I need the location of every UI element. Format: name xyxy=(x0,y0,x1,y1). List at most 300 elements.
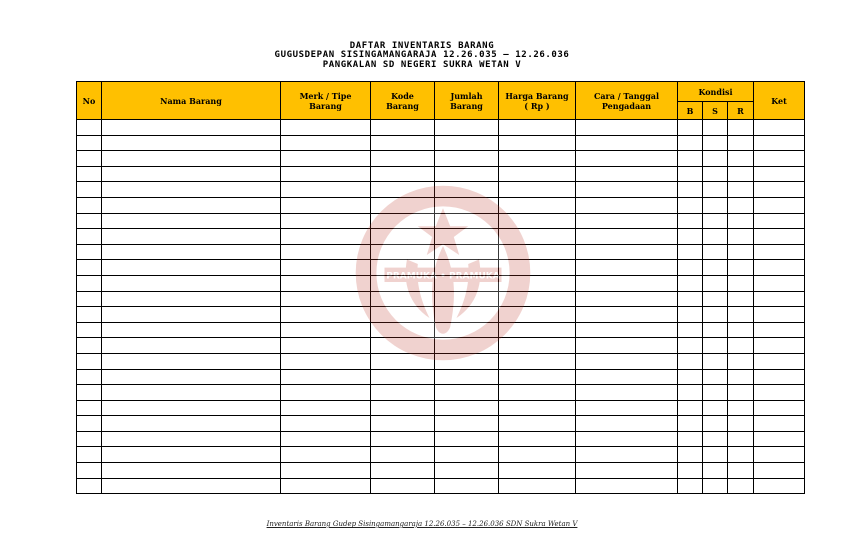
table-cell[interactable] xyxy=(371,353,435,369)
header-kondisi-b: B xyxy=(678,102,703,120)
table-cell[interactable] xyxy=(435,463,499,479)
table-row xyxy=(77,197,805,213)
table-cell[interactable] xyxy=(281,416,371,432)
table-cell[interactable] xyxy=(703,385,728,401)
table-cell[interactable] xyxy=(678,229,703,245)
table-cell[interactable] xyxy=(77,322,102,338)
table-cell[interactable] xyxy=(435,385,499,401)
table-cell[interactable] xyxy=(576,151,678,167)
header-merk-tipe: Merk / Tipe Barang xyxy=(281,82,371,120)
header-ket: Ket xyxy=(754,82,805,120)
table-cell[interactable] xyxy=(77,400,102,416)
table-cell[interactable] xyxy=(754,275,805,291)
table-cell[interactable] xyxy=(728,416,754,432)
table-cell[interactable] xyxy=(77,478,102,494)
table-cell[interactable] xyxy=(371,151,435,167)
table-row xyxy=(77,182,805,198)
table-cell[interactable] xyxy=(371,166,435,182)
table-cell[interactable] xyxy=(371,416,435,432)
table-cell[interactable] xyxy=(499,385,576,401)
table-cell[interactable] xyxy=(576,369,678,385)
table-cell[interactable] xyxy=(728,120,754,136)
table-cell[interactable] xyxy=(281,353,371,369)
table-cell[interactable] xyxy=(678,151,703,167)
table-cell[interactable] xyxy=(728,322,754,338)
table-cell[interactable] xyxy=(499,291,576,307)
table-cell[interactable] xyxy=(499,275,576,291)
table-cell[interactable] xyxy=(576,385,678,401)
table-cell[interactable] xyxy=(576,463,678,479)
table-cell[interactable] xyxy=(703,369,728,385)
table-cell[interactable] xyxy=(754,120,805,136)
table-cell[interactable] xyxy=(576,307,678,323)
table-cell[interactable] xyxy=(77,385,102,401)
table-cell[interactable] xyxy=(281,338,371,354)
table-cell[interactable] xyxy=(77,291,102,307)
table-cell[interactable] xyxy=(678,291,703,307)
table-cell[interactable] xyxy=(281,322,371,338)
table-cell[interactable] xyxy=(281,260,371,276)
header-no: No xyxy=(77,82,102,120)
table-cell[interactable] xyxy=(281,447,371,463)
table-cell[interactable] xyxy=(754,338,805,354)
header-harga-barang: Harga Barang ( Rp ) xyxy=(499,82,576,120)
table-cell[interactable] xyxy=(499,338,576,354)
table-cell[interactable] xyxy=(102,431,281,447)
table-cell[interactable] xyxy=(499,307,576,323)
table-cell[interactable] xyxy=(576,353,678,369)
table-cell[interactable] xyxy=(728,353,754,369)
table-cell[interactable] xyxy=(754,197,805,213)
table-cell[interactable] xyxy=(77,166,102,182)
table-row xyxy=(77,307,805,323)
table-cell[interactable] xyxy=(678,416,703,432)
table-cell[interactable] xyxy=(499,463,576,479)
table-cell[interactable] xyxy=(435,416,499,432)
header-kondisi: Kondisi xyxy=(678,82,754,102)
table-cell[interactable] xyxy=(754,135,805,151)
table-cell[interactable] xyxy=(576,135,678,151)
table-cell[interactable] xyxy=(77,135,102,151)
table-cell[interactable] xyxy=(281,244,371,260)
table-cell[interactable] xyxy=(678,478,703,494)
table-cell[interactable] xyxy=(102,197,281,213)
table-cell[interactable] xyxy=(576,431,678,447)
table-row xyxy=(77,478,805,494)
table-cell[interactable] xyxy=(703,213,728,229)
table-cell[interactable] xyxy=(435,213,499,229)
table-cell[interactable] xyxy=(435,353,499,369)
table-cell[interactable] xyxy=(728,151,754,167)
table-cell[interactable] xyxy=(77,463,102,479)
table-cell[interactable] xyxy=(754,260,805,276)
table-cell[interactable] xyxy=(371,431,435,447)
table-cell[interactable] xyxy=(77,213,102,229)
table-cell[interactable] xyxy=(499,260,576,276)
table-cell[interactable] xyxy=(703,447,728,463)
table-cell[interactable] xyxy=(728,291,754,307)
table-row xyxy=(77,166,805,182)
table-cell[interactable] xyxy=(678,213,703,229)
table-cell[interactable] xyxy=(281,166,371,182)
table-cell[interactable] xyxy=(371,322,435,338)
table-cell[interactable] xyxy=(754,229,805,245)
table-cell[interactable] xyxy=(499,197,576,213)
table-cell[interactable] xyxy=(728,197,754,213)
table-cell[interactable] xyxy=(754,385,805,401)
table-cell[interactable] xyxy=(576,400,678,416)
table-cell[interactable] xyxy=(281,307,371,323)
inventory-table xyxy=(76,81,805,494)
table-cell[interactable] xyxy=(281,120,371,136)
table-cell[interactable] xyxy=(102,322,281,338)
table-cell[interactable] xyxy=(576,120,678,136)
table-cell[interactable] xyxy=(499,213,576,229)
table-cell[interactable] xyxy=(728,463,754,479)
table-cell[interactable] xyxy=(728,275,754,291)
table-cell[interactable] xyxy=(703,260,728,276)
table-cell[interactable] xyxy=(576,322,678,338)
table-cell[interactable] xyxy=(435,431,499,447)
table-cell[interactable] xyxy=(754,478,805,494)
table-cell[interactable] xyxy=(371,229,435,245)
table-row xyxy=(77,385,805,401)
table-cell[interactable] xyxy=(754,307,805,323)
table-cell[interactable] xyxy=(371,478,435,494)
table-cell[interactable] xyxy=(371,307,435,323)
table-row xyxy=(77,416,805,432)
table-cell[interactable] xyxy=(576,478,678,494)
table-cell[interactable] xyxy=(703,135,728,151)
footer-note: Inventaris Barang Gudep Sisingamangaraja 12.26.035 – 12.26.036 SDN Sukra Wetan V xyxy=(266,520,578,528)
table-cell[interactable] xyxy=(754,447,805,463)
table-cell[interactable] xyxy=(435,197,499,213)
table-cell[interactable] xyxy=(678,244,703,260)
table-row xyxy=(77,322,805,338)
table-cell[interactable] xyxy=(678,463,703,479)
table-cell[interactable] xyxy=(281,369,371,385)
table-cell[interactable] xyxy=(102,260,281,276)
table-body xyxy=(77,120,805,494)
table-cell[interactable] xyxy=(499,431,576,447)
table-cell[interactable] xyxy=(77,244,102,260)
table-row xyxy=(77,120,805,136)
table-cell[interactable] xyxy=(499,182,576,198)
table-row xyxy=(77,244,805,260)
table-cell[interactable] xyxy=(703,166,728,182)
table-cell[interactable] xyxy=(281,197,371,213)
table-cell[interactable] xyxy=(728,244,754,260)
table-cell[interactable] xyxy=(499,244,576,260)
table-cell[interactable] xyxy=(281,213,371,229)
table-cell[interactable] xyxy=(754,151,805,167)
table-cell[interactable] xyxy=(77,369,102,385)
table-cell[interactable] xyxy=(728,431,754,447)
table-cell[interactable] xyxy=(678,197,703,213)
table-cell[interactable] xyxy=(371,369,435,385)
table-cell[interactable] xyxy=(281,151,371,167)
table-cell[interactable] xyxy=(703,416,728,432)
table-cell[interactable] xyxy=(435,291,499,307)
table-cell[interactable] xyxy=(102,353,281,369)
table-cell[interactable] xyxy=(77,197,102,213)
table-cell[interactable] xyxy=(371,213,435,229)
table-row xyxy=(77,369,805,385)
table-cell[interactable] xyxy=(102,338,281,354)
table-cell[interactable] xyxy=(499,135,576,151)
table-cell[interactable] xyxy=(678,353,703,369)
table-cell[interactable] xyxy=(703,120,728,136)
table-cell[interactable] xyxy=(371,385,435,401)
table-cell[interactable] xyxy=(281,291,371,307)
table-cell[interactable] xyxy=(703,182,728,198)
table-cell[interactable] xyxy=(703,291,728,307)
table-cell[interactable] xyxy=(371,182,435,198)
table-cell[interactable] xyxy=(703,400,728,416)
table-cell[interactable] xyxy=(77,353,102,369)
table-cell[interactable] xyxy=(435,135,499,151)
table-cell[interactable] xyxy=(678,135,703,151)
table-cell[interactable] xyxy=(703,197,728,213)
table-cell[interactable] xyxy=(576,416,678,432)
table-cell[interactable] xyxy=(77,431,102,447)
table-cell[interactable] xyxy=(499,447,576,463)
table-cell[interactable] xyxy=(703,431,728,447)
table-cell[interactable] xyxy=(499,322,576,338)
header-kondisi-r: R xyxy=(728,102,754,120)
table-cell[interactable] xyxy=(754,463,805,479)
table-cell[interactable] xyxy=(77,447,102,463)
table-cell[interactable] xyxy=(281,229,371,245)
table-cell[interactable] xyxy=(102,135,281,151)
table-cell[interactable] xyxy=(371,135,435,151)
table-cell[interactable] xyxy=(435,151,499,167)
table-cell[interactable] xyxy=(102,244,281,260)
table-cell[interactable] xyxy=(499,229,576,245)
table-cell[interactable] xyxy=(77,182,102,198)
table-cell[interactable] xyxy=(102,166,281,182)
table-cell[interactable] xyxy=(754,431,805,447)
table-cell[interactable] xyxy=(102,213,281,229)
table-cell[interactable] xyxy=(281,182,371,198)
table-cell[interactable] xyxy=(703,307,728,323)
table-cell[interactable] xyxy=(435,307,499,323)
table-cell[interactable] xyxy=(678,369,703,385)
header-cara-tanggal: Cara / Tanggal Pengadaan xyxy=(576,82,678,120)
table-cell[interactable] xyxy=(371,275,435,291)
table-cell[interactable] xyxy=(499,478,576,494)
table-cell[interactable] xyxy=(576,213,678,229)
table-cell[interactable] xyxy=(678,431,703,447)
table-cell[interactable] xyxy=(435,478,499,494)
table-cell[interactable] xyxy=(77,416,102,432)
table-cell[interactable] xyxy=(102,229,281,245)
table-cell[interactable] xyxy=(435,166,499,182)
table-cell[interactable] xyxy=(102,120,281,136)
table-cell[interactable] xyxy=(281,385,371,401)
table-cell[interactable] xyxy=(371,197,435,213)
title-line-3: PANGKALAN SD NEGERI SUKRA WETAN V xyxy=(322,60,522,70)
table-cell[interactable] xyxy=(754,213,805,229)
table-cell[interactable] xyxy=(435,244,499,260)
table-cell[interactable] xyxy=(499,416,576,432)
table-cell[interactable] xyxy=(754,353,805,369)
table-cell[interactable] xyxy=(703,478,728,494)
header-jumlah-barang: Jumlah Barang xyxy=(435,82,499,120)
table-cell[interactable] xyxy=(371,400,435,416)
table-cell[interactable] xyxy=(102,151,281,167)
table-cell[interactable] xyxy=(371,463,435,479)
table-cell[interactable] xyxy=(728,400,754,416)
table-cell[interactable] xyxy=(678,260,703,276)
table-cell[interactable] xyxy=(576,229,678,245)
table-cell[interactable] xyxy=(499,369,576,385)
table-cell[interactable] xyxy=(102,291,281,307)
table-cell[interactable] xyxy=(678,322,703,338)
table-cell[interactable] xyxy=(728,369,754,385)
table-cell[interactable] xyxy=(435,369,499,385)
table-cell[interactable] xyxy=(102,463,281,479)
table-row xyxy=(77,260,805,276)
header-kode-barang: Kode Barang xyxy=(371,82,435,120)
table-cell[interactable] xyxy=(77,307,102,323)
table-cell[interactable] xyxy=(576,182,678,198)
header-kondisi-s: S xyxy=(703,102,728,120)
table-cell[interactable] xyxy=(576,244,678,260)
table-cell[interactable] xyxy=(678,385,703,401)
table-cell[interactable] xyxy=(576,197,678,213)
table-cell[interactable] xyxy=(576,166,678,182)
table-cell[interactable] xyxy=(102,307,281,323)
table-cell[interactable] xyxy=(102,400,281,416)
table-cell[interactable] xyxy=(281,478,371,494)
table-cell[interactable] xyxy=(576,447,678,463)
table-cell[interactable] xyxy=(754,166,805,182)
table-cell[interactable] xyxy=(678,400,703,416)
table-cell[interactable] xyxy=(728,307,754,323)
table-cell[interactable] xyxy=(754,182,805,198)
table-cell[interactable] xyxy=(703,463,728,479)
table-cell[interactable] xyxy=(499,353,576,369)
table-row xyxy=(77,229,805,245)
table-cell[interactable] xyxy=(77,338,102,354)
table-cell[interactable] xyxy=(499,400,576,416)
table-cell[interactable] xyxy=(499,151,576,167)
table-cell[interactable] xyxy=(678,275,703,291)
table-cell[interactable] xyxy=(678,307,703,323)
table-cell[interactable] xyxy=(576,291,678,307)
table-cell[interactable] xyxy=(678,166,703,182)
table-cell[interactable] xyxy=(435,275,499,291)
table-cell[interactable] xyxy=(728,447,754,463)
table-cell[interactable] xyxy=(102,478,281,494)
table-cell[interactable] xyxy=(576,275,678,291)
table-cell[interactable] xyxy=(77,151,102,167)
table-cell[interactable] xyxy=(281,275,371,291)
table-cell[interactable] xyxy=(754,291,805,307)
table-cell[interactable] xyxy=(703,229,728,245)
table-cell[interactable] xyxy=(435,120,499,136)
table-cell[interactable] xyxy=(281,135,371,151)
table-cell[interactable] xyxy=(703,322,728,338)
title-line-1: DAFTAR INVENTARIS BARANG xyxy=(349,41,495,51)
table-cell[interactable] xyxy=(371,244,435,260)
table-cell[interactable] xyxy=(728,135,754,151)
table-cell[interactable] xyxy=(576,338,678,354)
table-cell[interactable] xyxy=(678,120,703,136)
table-cell[interactable] xyxy=(703,151,728,167)
table-cell[interactable] xyxy=(435,260,499,276)
table-cell[interactable] xyxy=(435,322,499,338)
table-cell[interactable] xyxy=(371,291,435,307)
table-cell[interactable] xyxy=(754,400,805,416)
table-cell[interactable] xyxy=(371,260,435,276)
table-cell[interactable] xyxy=(703,244,728,260)
table-cell[interactable] xyxy=(435,229,499,245)
table-row xyxy=(77,291,805,307)
table-cell[interactable] xyxy=(728,260,754,276)
table-cell[interactable] xyxy=(499,120,576,136)
table-row xyxy=(77,338,805,354)
table-cell[interactable] xyxy=(728,166,754,182)
table-cell[interactable] xyxy=(77,120,102,136)
header-nama-barang: Nama Barang xyxy=(102,82,281,120)
table-cell[interactable] xyxy=(499,166,576,182)
table-cell[interactable] xyxy=(754,416,805,432)
table-cell[interactable] xyxy=(435,182,499,198)
table-cell[interactable] xyxy=(281,431,371,447)
table-cell[interactable] xyxy=(77,229,102,245)
title-line-2: GUGUSDEPAN SISINGAMANGARAJA 12.26.035 – 12.26.036 xyxy=(274,50,570,60)
table-cell[interactable] xyxy=(754,244,805,260)
table-cell[interactable] xyxy=(703,338,728,354)
table-cell[interactable] xyxy=(728,338,754,354)
table-cell[interactable] xyxy=(102,275,281,291)
table-cell[interactable] xyxy=(435,338,499,354)
table-cell[interactable] xyxy=(678,338,703,354)
table-cell[interactable] xyxy=(435,400,499,416)
table-cell[interactable] xyxy=(703,275,728,291)
table-cell[interactable] xyxy=(703,353,728,369)
table-cell[interactable] xyxy=(371,447,435,463)
table-cell[interactable] xyxy=(678,447,703,463)
table-cell[interactable] xyxy=(728,182,754,198)
table-cell[interactable] xyxy=(576,260,678,276)
table-cell[interactable] xyxy=(102,385,281,401)
table-cell[interactable] xyxy=(728,213,754,229)
table-cell[interactable] xyxy=(281,400,371,416)
table-cell[interactable] xyxy=(435,447,499,463)
table-cell[interactable] xyxy=(102,182,281,198)
table-cell[interactable] xyxy=(728,385,754,401)
table-row xyxy=(77,213,805,229)
table-cell[interactable] xyxy=(728,229,754,245)
table-cell[interactable] xyxy=(102,369,281,385)
table-cell[interactable] xyxy=(754,322,805,338)
table-cell[interactable] xyxy=(371,120,435,136)
table-cell[interactable] xyxy=(77,275,102,291)
table-cell[interactable] xyxy=(754,369,805,385)
table-cell[interactable] xyxy=(371,338,435,354)
table-row xyxy=(77,151,805,167)
table-cell[interactable] xyxy=(102,416,281,432)
watermark-band-text: PRAMUKA • PRAMUKA xyxy=(386,271,500,282)
table-cell[interactable] xyxy=(102,447,281,463)
table-cell[interactable] xyxy=(77,260,102,276)
table-cell[interactable] xyxy=(281,463,371,479)
table-cell[interactable] xyxy=(728,478,754,494)
table-cell[interactable] xyxy=(678,182,703,198)
